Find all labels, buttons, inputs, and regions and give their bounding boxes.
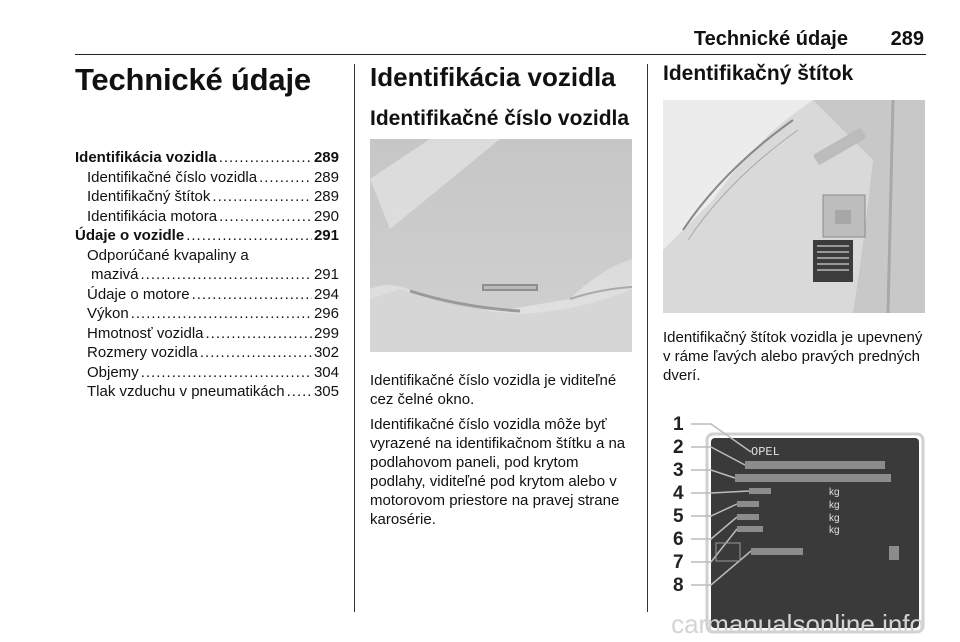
toc-entry[interactable] bbox=[75, 363, 339, 383]
plate-line-5 bbox=[737, 501, 759, 507]
callout-number: 8 bbox=[673, 575, 684, 596]
toc-entry[interactable] bbox=[75, 343, 339, 363]
toc-leader bbox=[141, 363, 312, 383]
toc-leader bbox=[131, 304, 312, 324]
toc-leader bbox=[219, 148, 312, 168]
door-frame-photo bbox=[663, 100, 925, 313]
toc-entry-page: 299 bbox=[313, 324, 339, 342]
plate-brand: OPEL bbox=[751, 445, 780, 459]
section-title: Identifikácia vozidla bbox=[370, 62, 616, 92]
callout-number: 1 bbox=[673, 414, 684, 435]
toc-entry-label: Identifikačný štítok bbox=[87, 188, 211, 205]
toc-entry-label: mazivá bbox=[91, 266, 139, 283]
toc-entry-page: 289 bbox=[313, 168, 339, 186]
toc-entry-label: Údaje o vozidle bbox=[75, 227, 185, 244]
toc-entry-page: 290 bbox=[313, 207, 339, 225]
page-header bbox=[75, 26, 926, 55]
toc-entry[interactable] bbox=[75, 168, 339, 188]
toc-entry[interactable] bbox=[75, 285, 339, 305]
toc-leader bbox=[206, 324, 312, 344]
plate-line-8 bbox=[751, 548, 803, 555]
toc-entry-label: Odporúčané kvapaliny a bbox=[87, 246, 249, 264]
toc-leader bbox=[259, 168, 312, 188]
callout-number: 2 bbox=[673, 437, 684, 458]
paragraph: Identifikačný štítok vozidla je upevnený v ráme ľavých alebo pravých predných dverí. bbox=[663, 329, 923, 384]
toc-leader bbox=[200, 343, 312, 363]
plate-line-3 bbox=[735, 474, 891, 482]
chapter-title: Technické údaje bbox=[75, 62, 311, 97]
windscreen-vin-photo bbox=[370, 139, 632, 352]
toc-leader bbox=[212, 187, 312, 207]
paragraph: Identifikačné číslo vozidla môže byť vyrazené na identifikačnom štítku a na podlahovom paneli, pod krytom podlahy, viditeľné pod krytom alebo v motorovom priestore na pravej strane karosérie. bbox=[370, 416, 626, 528]
toc-entry[interactable] bbox=[75, 148, 339, 168]
toc-entry-page: 296 bbox=[313, 305, 339, 322]
toc-entry[interactable] bbox=[75, 265, 339, 285]
plate-line-6 bbox=[737, 514, 759, 520]
toc-entry[interactable] bbox=[75, 324, 339, 344]
toc-leader bbox=[186, 226, 312, 246]
column-vin bbox=[370, 62, 632, 528]
toc-entry-page: 289 bbox=[313, 149, 339, 166]
toc-entry-page: 289 bbox=[313, 188, 339, 205]
id-plate-diagram bbox=[663, 400, 925, 642]
callout-number: 4 bbox=[673, 483, 684, 504]
vin-description bbox=[370, 371, 632, 535]
toc-entry-label: Hmotnosť vozidla bbox=[87, 324, 204, 342]
column-contents bbox=[75, 62, 339, 402]
plate-unit: kg bbox=[829, 513, 840, 524]
toc-entry-page: 291 bbox=[313, 227, 339, 244]
toc-entry-page: 291 bbox=[313, 266, 339, 283]
subsection-title-vin: Identifikačné číslo vozidla bbox=[370, 107, 630, 130]
toc-entry-label: Výkon bbox=[87, 305, 129, 322]
toc-leader bbox=[219, 207, 312, 227]
header-title: Technické údaje bbox=[693, 28, 848, 50]
toc-entry-label: Rozmery vozidla bbox=[87, 344, 198, 361]
toc-entry-page: 294 bbox=[313, 285, 339, 303]
toc-entry[interactable] bbox=[75, 207, 339, 227]
toc-entry-label: Identifikačné číslo vozidla bbox=[87, 168, 258, 186]
plate-unit: kg bbox=[829, 525, 840, 536]
column-id-plate bbox=[663, 62, 925, 596]
toc-entry[interactable] bbox=[75, 382, 339, 402]
column-divider-1 bbox=[354, 64, 355, 612]
toc-entry-page: 304 bbox=[313, 363, 339, 381]
toc-entry[interactable] bbox=[75, 304, 339, 324]
toc-leader bbox=[192, 285, 312, 305]
callout-number: 3 bbox=[673, 460, 684, 481]
toc-entry-page: 305 bbox=[313, 383, 339, 400]
table-of-contents bbox=[75, 148, 339, 402]
toc-entry-label: Identifikácia motora bbox=[87, 207, 218, 225]
toc-entry-label: Údaje o motore bbox=[87, 285, 190, 303]
callout-number: 6 bbox=[673, 529, 684, 550]
section-title-id-plate: Identifikačný štítok bbox=[663, 62, 854, 85]
toc-entry[interactable] bbox=[75, 187, 339, 207]
paragraph: Identifikačné číslo vozidla je viditeľné cez čelné okno. bbox=[370, 372, 617, 408]
page-number: 289 bbox=[890, 28, 924, 50]
column-divider-2 bbox=[647, 64, 648, 612]
callout-number: 7 bbox=[673, 552, 684, 573]
toc-entry-label: Identifikácia vozidla bbox=[75, 149, 217, 166]
watermark: carmanualsonline.info bbox=[671, 609, 924, 639]
plate-unit: kg bbox=[829, 487, 840, 498]
plate-line-2 bbox=[745, 461, 885, 469]
toc-entry-label: Tlak vzduchu v pneumatikách bbox=[87, 383, 285, 400]
callout-number: 5 bbox=[673, 506, 684, 527]
toc-entry[interactable] bbox=[75, 246, 339, 266]
toc-entry[interactable] bbox=[75, 226, 339, 246]
id-plate-description bbox=[663, 328, 925, 385]
toc-leader bbox=[141, 265, 312, 285]
toc-entry-page: 302 bbox=[313, 344, 339, 361]
plate-unit: kg bbox=[829, 500, 840, 511]
toc-leader bbox=[287, 382, 312, 402]
toc-entry-label: Objemy bbox=[87, 363, 139, 381]
plate-line-4 bbox=[749, 488, 771, 494]
plate-line-7 bbox=[737, 526, 763, 532]
